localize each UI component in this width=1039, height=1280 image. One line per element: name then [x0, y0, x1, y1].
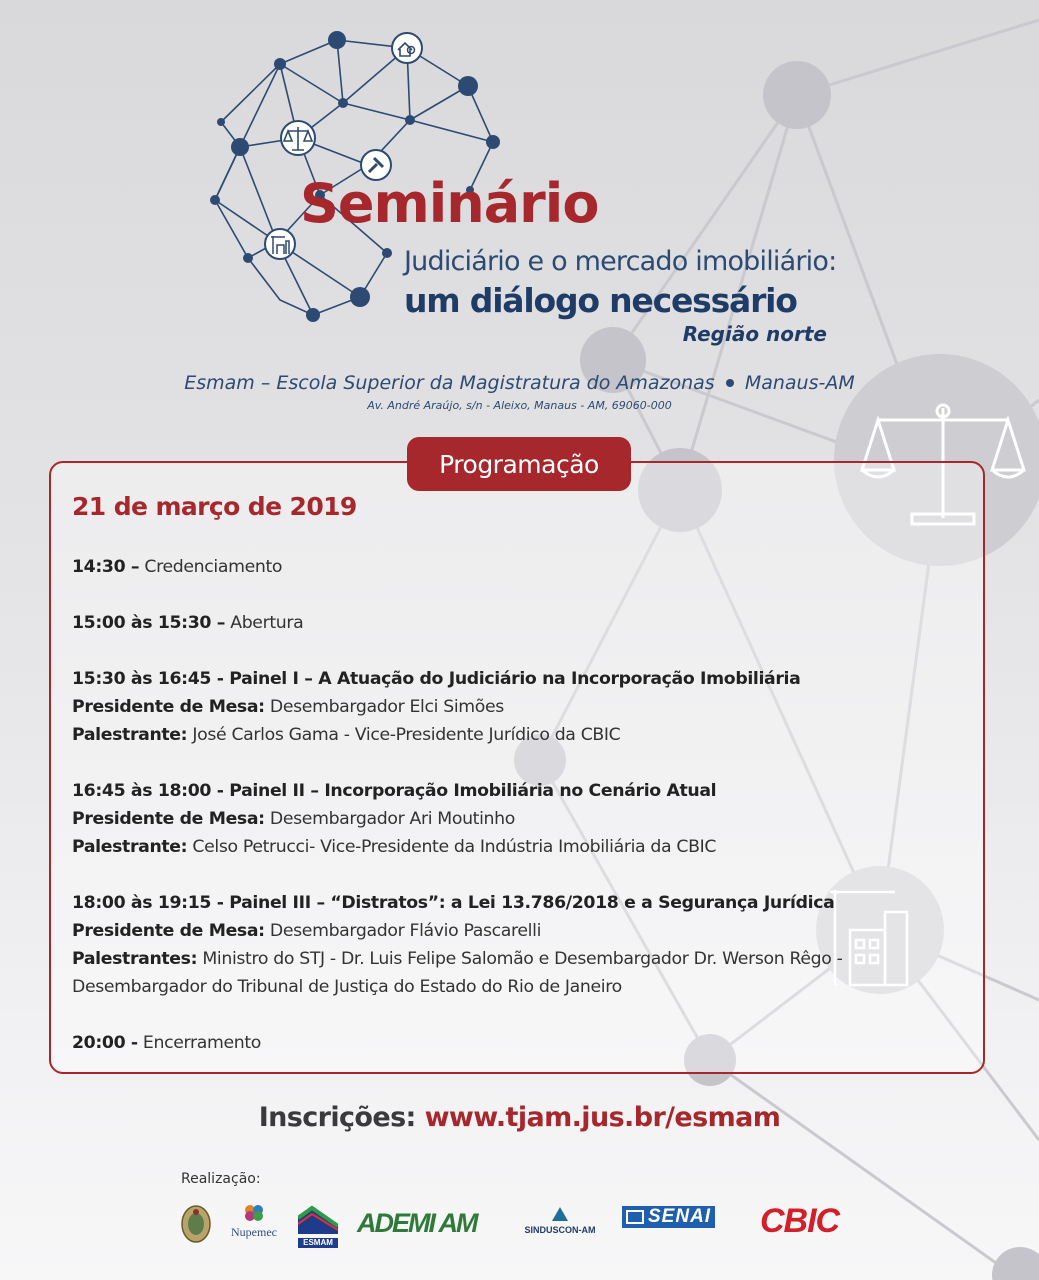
program-tab: Programação: [407, 437, 631, 491]
registration-label: Inscrições:: [258, 1102, 416, 1133]
esmam-text: ESMAM: [298, 1238, 338, 1248]
panel-heading: 16:45 às 18:00 - Painel II – Incorporação Imobiliária no Cenário Atual: [72, 781, 717, 801]
nupemec-logo: [226, 1204, 282, 1238]
panel-president: [72, 917, 962, 945]
esmam-logo: [298, 1204, 338, 1247]
esmam-mark-icon: [298, 1204, 338, 1234]
registration-link[interactable]: www.tjam.jus.br/esmam: [424, 1102, 781, 1133]
speaker-name: Celso Petrucci- Vice-Presidente da Indústria Imobiliária da CBIC: [192, 837, 717, 857]
president-name: Desembargador Ari Moutinho: [269, 809, 515, 829]
schedule-time: 15:00 às 15:30 –: [72, 613, 226, 633]
senai-mark-icon: [626, 1210, 644, 1224]
venue-address: Av. André Araújo, s/n - Aleixo, Manaus - AM, 69060-000: [367, 399, 672, 412]
schedule-title: Encerramento: [142, 1033, 261, 1053]
registration-line: [0, 1102, 1039, 1133]
sinduscon-text: SINDUSCON-AM: [524, 1225, 596, 1235]
speaker-name: Ministro do STJ - Dr. Luis Felipe Salomão e Desembargador Dr. Werson Rêgo -: [202, 949, 843, 969]
senai-text: SENAI: [648, 1206, 712, 1227]
speaker-label: Palestrantes:: [72, 949, 198, 969]
senai-logo: [622, 1206, 715, 1228]
speaker-label: Palestrante:: [72, 837, 188, 857]
schedule-title: Abertura: [230, 613, 304, 633]
schedule-title: Credenciamento: [144, 557, 283, 577]
region-label: Região norte: [682, 322, 827, 346]
panel-president: [72, 805, 962, 833]
speaker-continuation: Desembargador do Tribunal de Justiça do Estado do Rio de Janeiro: [72, 977, 622, 997]
venue-name: Esmam – Escola Superior da Magistratura do Amazonas: [184, 372, 715, 394]
schedule-item: [72, 1029, 962, 1057]
house-search-icon: [392, 33, 422, 63]
program-date: 21 de março de 2019: [72, 492, 357, 521]
schedule-time: 20:00 -: [72, 1033, 138, 1053]
panel-speaker: [72, 721, 962, 749]
panel-speaker: [72, 945, 962, 973]
panel-heading: 18:00 às 19:15 - Painel III – “Distratos”: a Lei 13.786/2018 e a Segurança Jurídica: [72, 893, 835, 913]
president-label: Presidente de Mesa:: [72, 697, 265, 717]
speaker-label: Palestrante:: [72, 725, 188, 745]
seminar-subtitle-line2: um diálogo necessário: [404, 281, 797, 320]
nupemec-text: Nupemec: [231, 1225, 277, 1239]
seminar-subtitle-line1: Judiciário e o mercado imobiliário:: [404, 246, 837, 277]
panel-heading: 15:30 às 16:45 - Painel I – A Atuação do Judiciário na Incorporação Imobiliária: [72, 669, 801, 689]
president-label: Presidente de Mesa:: [72, 809, 265, 829]
schedule-item: [72, 553, 962, 581]
cbic-logo: CBIC: [760, 1202, 840, 1240]
realizacao-label: Realização:: [181, 1171, 261, 1187]
building-icon: [265, 229, 295, 259]
scale-icon: [281, 121, 315, 155]
president-name: Desembargador Flávio Pascarelli: [269, 921, 542, 941]
panel-speaker: [72, 833, 962, 861]
president-name: Desembargador Elci Simões: [269, 697, 504, 717]
bullet-dot-icon: [726, 379, 734, 387]
schedule-list: [72, 553, 962, 1057]
venue-line: [0, 372, 1039, 394]
speaker-name: José Carlos Gama - Vice-Presidente Jurídico da CBIC: [192, 725, 621, 745]
seminar-title: Seminário: [300, 172, 599, 235]
schedule-item: [72, 609, 962, 637]
venue-city: Manaus-AM: [744, 372, 855, 394]
sponsor-logos: [0, 1196, 1039, 1256]
sinduscon-logo: [520, 1206, 600, 1235]
sinduscon-mark-icon: [552, 1207, 568, 1221]
schedule-time: 14:30 –: [72, 557, 140, 577]
panel-president: [72, 693, 962, 721]
president-label: Presidente de Mesa:: [72, 921, 265, 941]
nupemec-mark-icon: [242, 1204, 266, 1222]
ademi-logo: ADEMI AM: [357, 1208, 477, 1238]
tjam-seal-logo: [180, 1204, 212, 1244]
